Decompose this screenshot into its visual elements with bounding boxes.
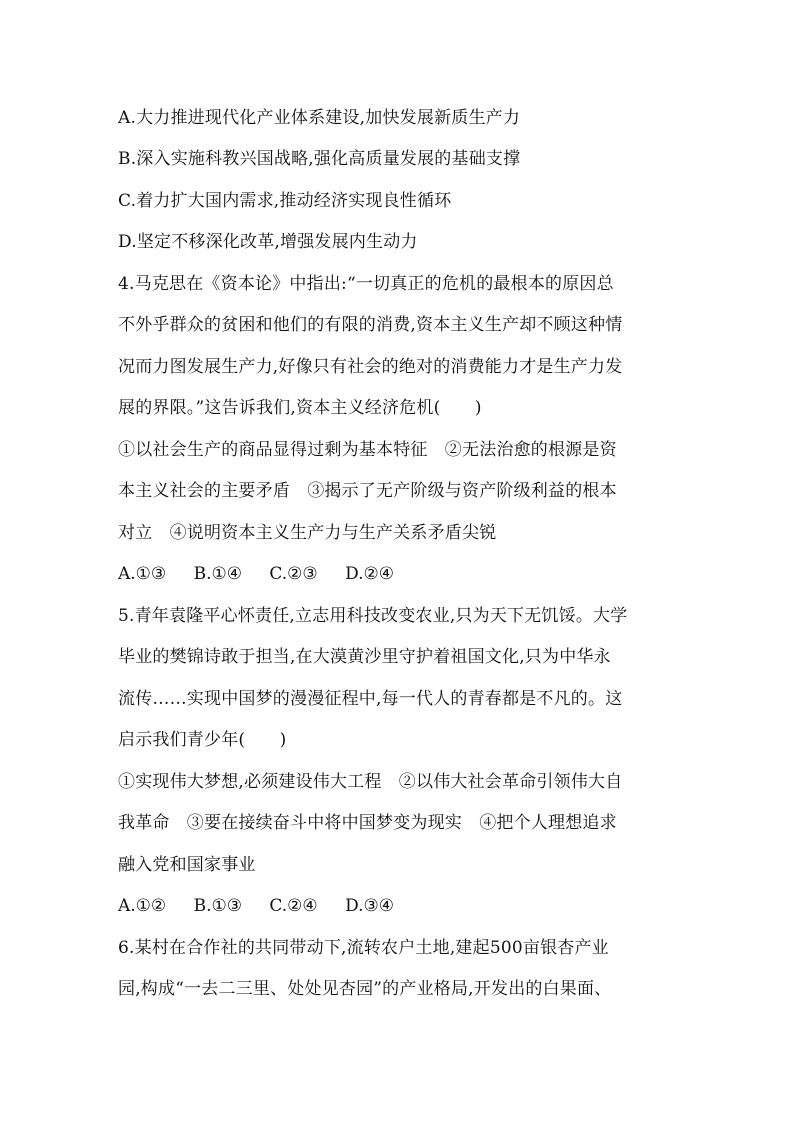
q3-option-b: B.深入实施科教兴国战略,强化高质量发展的基础支撑 [118,149,521,169]
q4-statement-line: 本主义社会的主要矛盾 ③揭示了无产阶级与资产阶级利益的根本 [118,481,617,501]
q4-statement-line: ①以社会生产的商品显得过剩为基本特征 ②无法治愈的根源是资 [118,440,617,460]
q6-stem-line: 园,构成“一去二三里、处处见杏园”的产业格局,开发出的白果面、 [118,979,612,999]
q4-choice-b: B.①④ [193,564,242,584]
q4-stem-line: 不外乎群众的贫困和他们的有限的消费,资本主义生产却不顾这种情 [118,315,623,335]
q5-choice-c: C.②④ [269,896,318,916]
q5-statement-line: 我革命 ③要在接续奋斗中将中国梦变为现实 ④把个人理想追求 [118,813,617,833]
q4-stem-line: 展的界限。”这告诉我们,资本主义经济危机( ) [118,398,482,418]
q5-stem-line: 启示我们青少年( ) [118,730,287,750]
q5-stem-line: 流传……实现中国梦的漫漫征程中,每一代人的青春都是不凡的。这 [118,689,623,709]
q5-stem-line: 毕业的樊锦诗敢于担当,在大漠黄沙里守护着祖国文化,只为中华永 [118,647,611,667]
q4-choice-c: C.②③ [269,564,318,584]
q5-statement-line: ①实现伟大梦想,必须建设伟大工程 ②以伟大社会革命引领伟大自 [118,772,623,792]
q4-choice-a: A.①③ [118,564,167,584]
q6-stem-line: 6.某村在合作社的共同带动下,流转农户土地,建起500亩银杏产业 [118,938,609,958]
q4-stem-line: 4.马克思在《资本论》中指出:“一切真正的危机的最根本的原因总 [118,274,614,294]
q4-statement-line: 对立 ④说明资本主义生产力与生产关系矛盾尖锐 [118,523,497,543]
q3-option-c: C.着力扩大国内需求,推动经济实现良性循环 [118,191,452,211]
q5-statement-line: 融入党和国家事业 [118,855,256,875]
q4-stem-line: 况而力图发展生产力,好像只有社会的绝对的消费能力才是生产力发 [118,357,623,377]
q5-choice-d: D.③④ [345,896,394,916]
q5-choice-a: A.①② [118,896,167,916]
q4-choices [118,559,416,589]
q3-option-d: D.坚定不移深化改革,增强发展内生动力 [118,232,418,252]
q4-choice-d: D.②④ [345,564,394,584]
q5-choices [118,891,416,921]
q5-choice-b: B.①③ [193,896,242,916]
q5-stem-line: 5.青年袁隆平心怀责任,立志用科技改变农业,只为天下无饥馁。大学 [118,606,628,626]
q3-option-a: A.大力推进现代化产业体系建设,加快发展新质生产力 [118,108,521,128]
